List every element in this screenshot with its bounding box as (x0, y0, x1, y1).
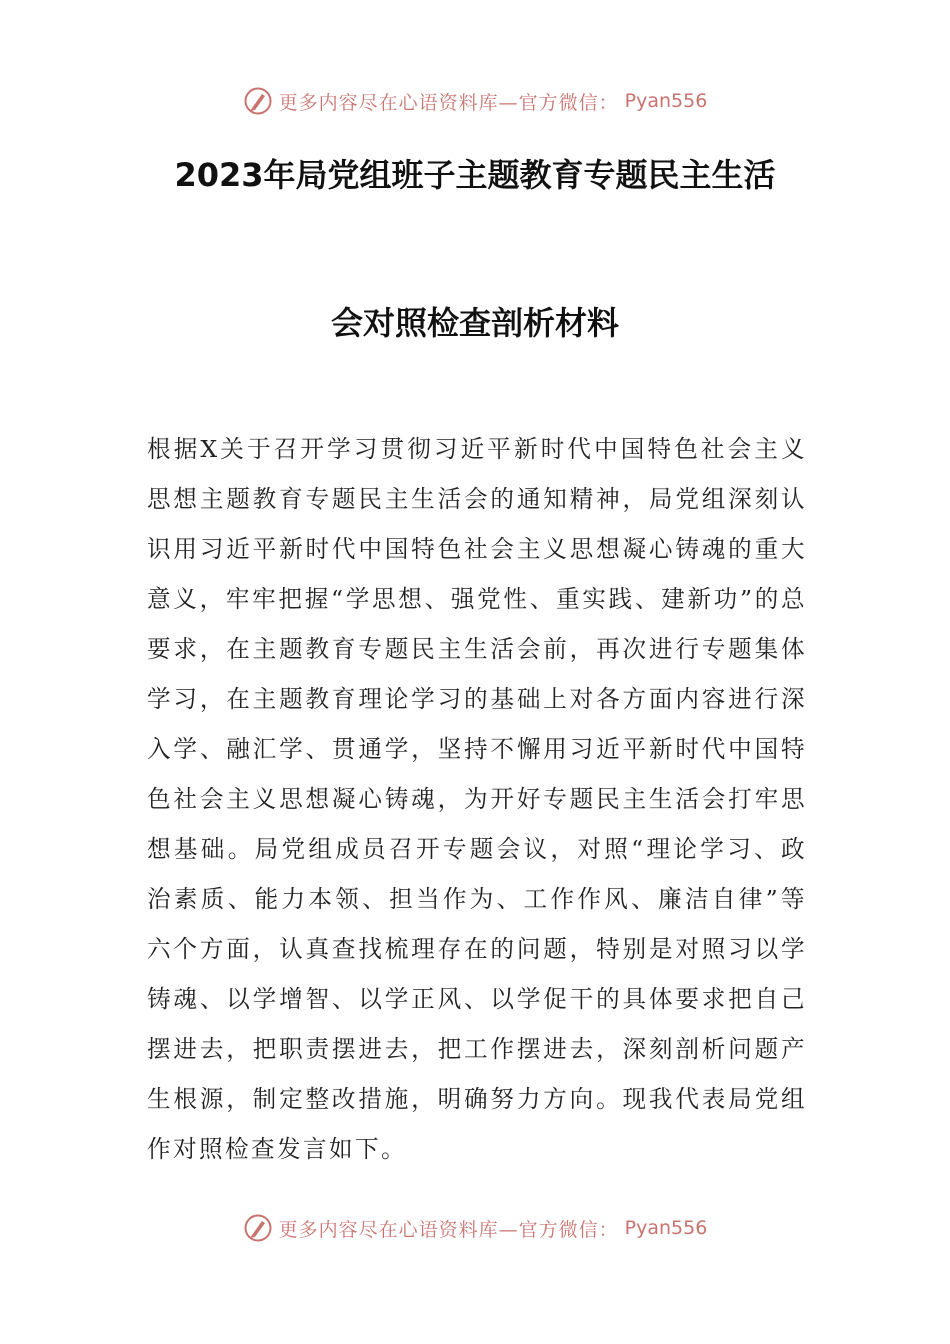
body-paragraph: 根据X关于召开学习贯彻习近平新时代中国特色社会主义思想主题教育专题民主生活会的通知精神，局党组深刻认识用习近平新时代中国特色社会主义思想凝心铸魂的重大意义，牢牢把握“学思想、强党性、重实践、建新功”的总要求，在主题教育专题民主生活会前，再次进行专题集体学习，在主题教育理论学习的基础上对各方面内容进行深入学、融汇学、贯通学，坚持不懈用习近平新时代中国特色社会主义思想凝心铸魂，为开好专题民主生活会打牢思想基础。局党组成员召开专题会议，对照“理论学习、政治素质、能力本领、担当作为、工作作风、廉洁自律”等六个方面，认真查找梳理存在的问题，特别是对照习以学铸魂、以学增智、以学正风、以学促干的具体要求把自己摆进去，把职责摆进去，把工作摆进去，深刻剖析问题产生根源，制定整改措施，明确努力方向。现我代表局党组作对照检查发言如下。 (147, 435, 807, 1163)
document-title-line-2: 会对照检查剖析材料 (330, 304, 619, 342)
pen-circle-icon (243, 1213, 273, 1243)
watermark-text: 更多内容尽在心语资料库—官方微信： (278, 1218, 619, 1241)
watermark-brand: Pyan556 (624, 1217, 708, 1239)
pen-circle-icon (243, 86, 273, 116)
footer-watermark (0, 1213, 950, 1243)
document-body (147, 424, 807, 1174)
document-title-line-1: 2023年局党组班子主题教育专题民主生活 (174, 156, 776, 194)
header-watermark (0, 86, 950, 116)
watermark-brand: Pyan556 (624, 90, 708, 112)
watermark-text: 更多内容尽在心语资料库—官方微信： (278, 91, 619, 114)
